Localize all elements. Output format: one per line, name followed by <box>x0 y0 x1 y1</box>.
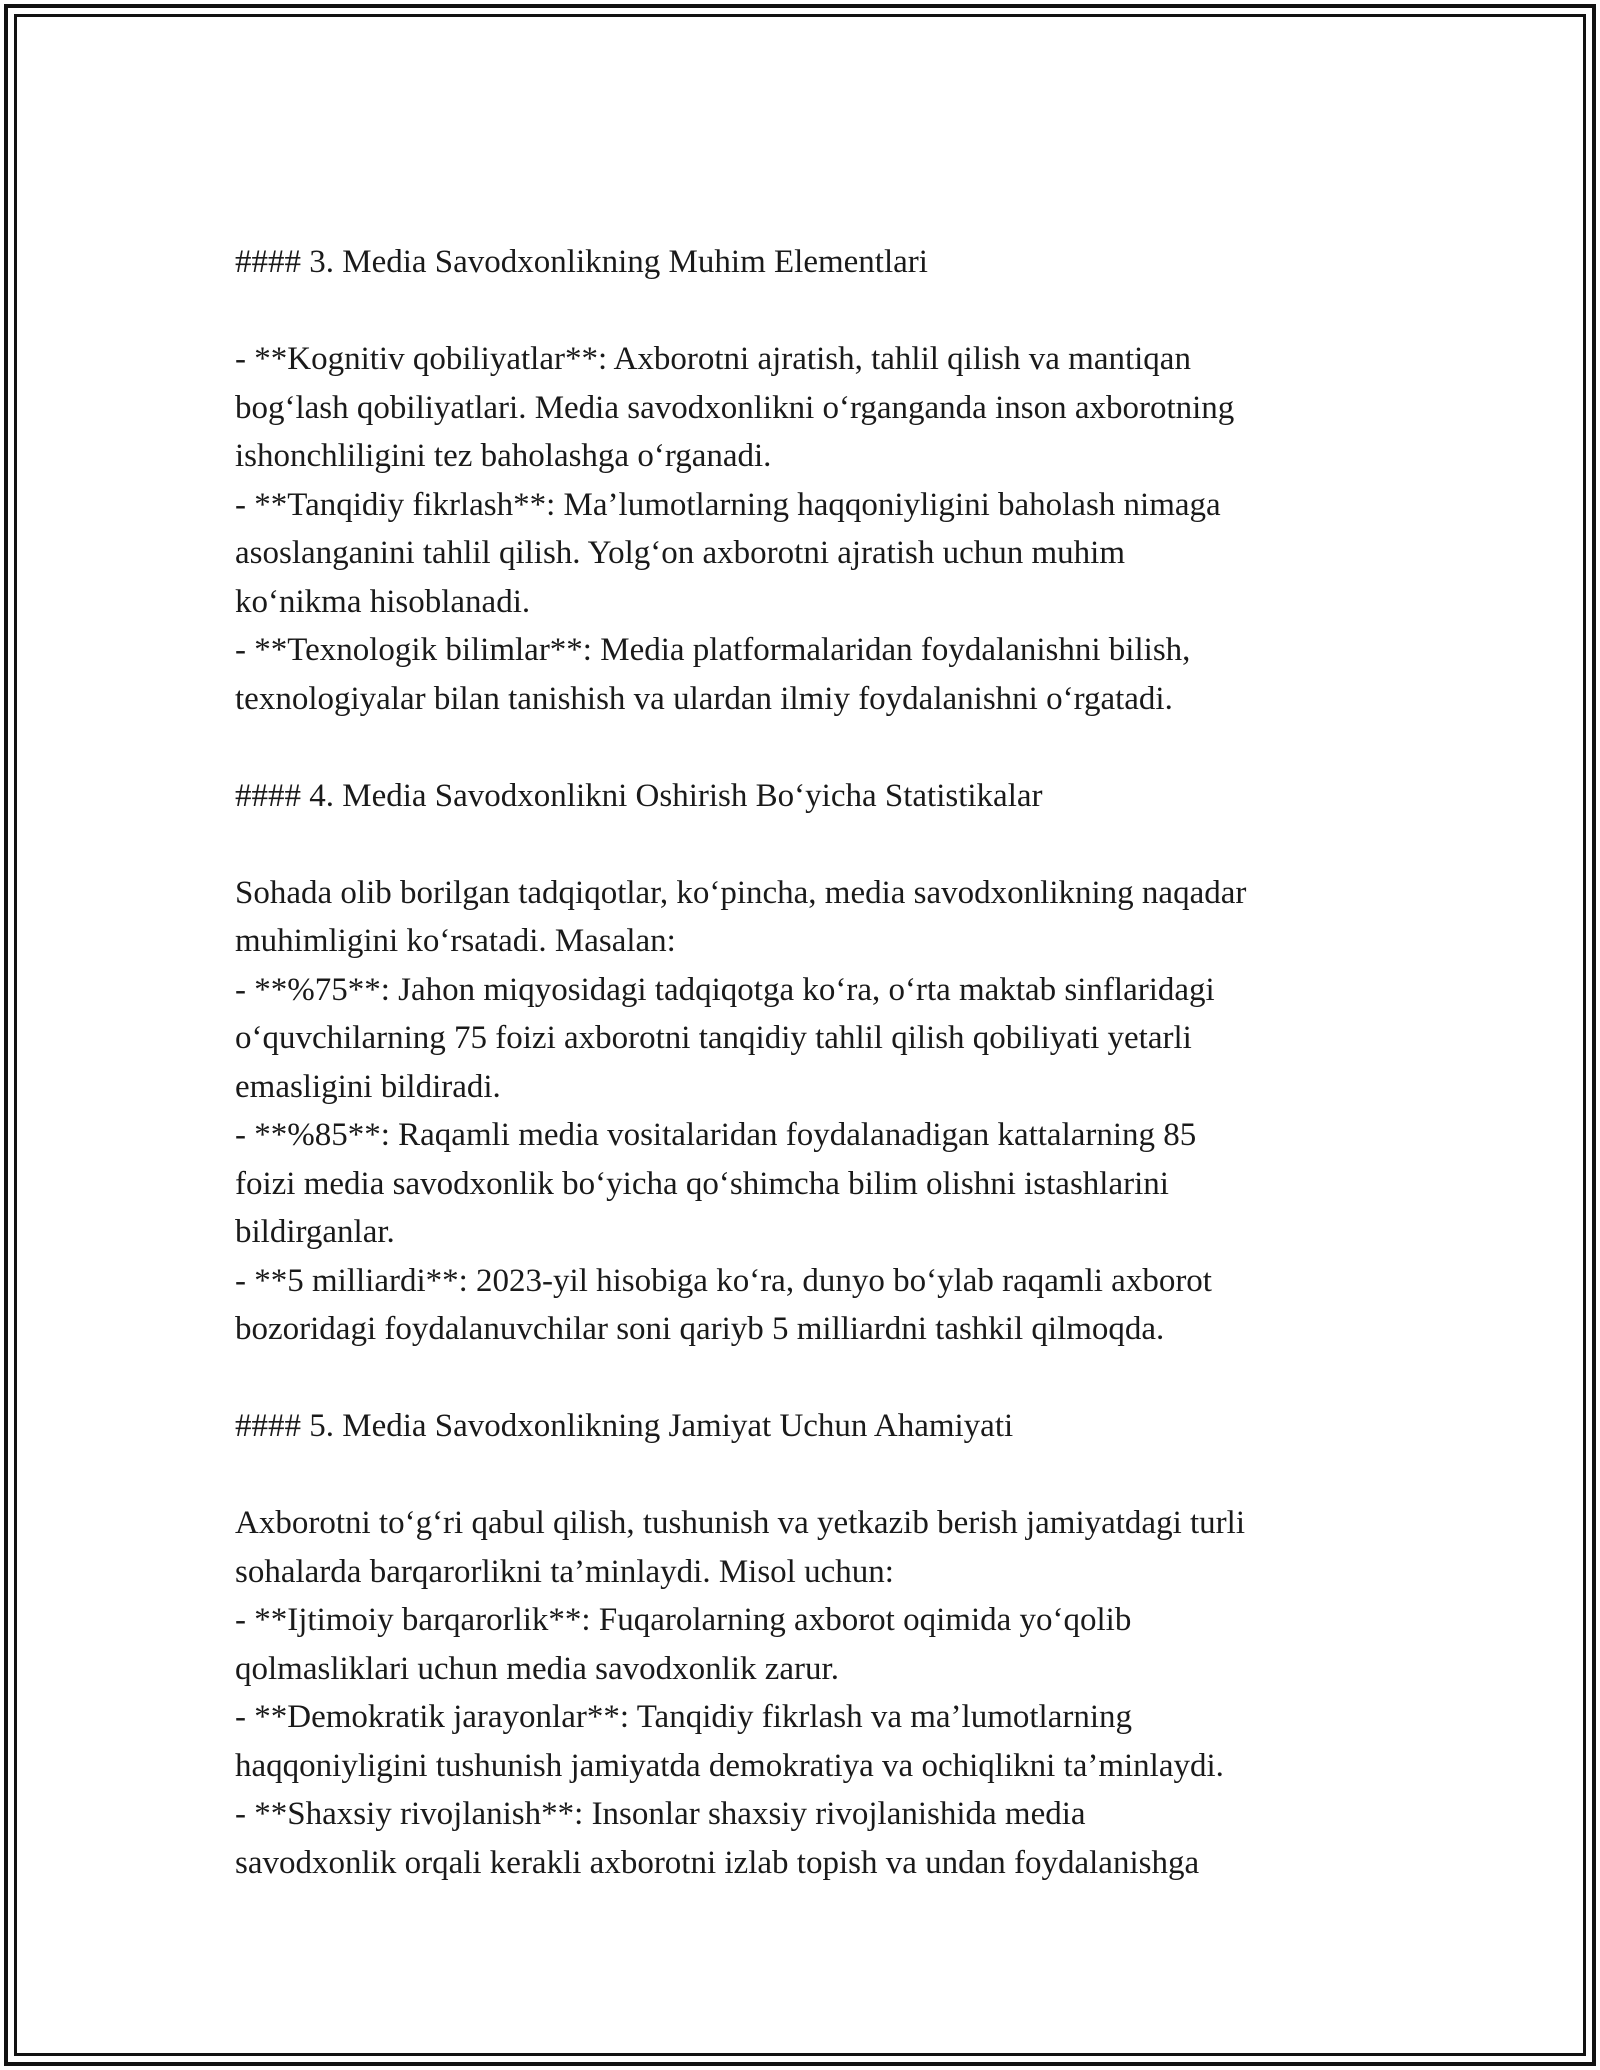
spacer <box>235 1451 1385 1500</box>
text-line: Sohada olib borilgan tadqiqotlar, ko‘pincha, media savodxonlikning naqadar <box>235 874 1247 911</box>
text-line: o‘quvchilarning 75 foizi axborotni tanqidiy tahlil qilish qobiliyati yetarli <box>235 1020 1192 1056</box>
text-line: qolmasliklari uchun media savodxonlik zarur. <box>235 1650 839 1687</box>
spacer <box>235 723 1385 772</box>
text-line: - **Ijtimoiy barqarorlik**: Fuqarolarning axborot oqimida yo‘qolib <box>235 1602 1132 1638</box>
text-line: foizi media savodxonlik bo‘yicha qo‘shimcha bilim olishni istashlarini <box>235 1165 1169 1202</box>
text-line: bog‘lash qobiliyatlari. Media savodxonlikni o‘rganganda inson axborotning <box>235 389 1235 426</box>
text-line: - **Shaxsiy rivojlanish**: Insonlar shaxsiy rivojlanishida media <box>235 1796 1086 1832</box>
text-line: Axborotni to‘g‘ri qabul qilish, tushunish va yetkazib berish jamiyatdagi turli <box>235 1505 1245 1541</box>
document-body <box>235 238 1385 1887</box>
heading-section-4: #### 4. Media Savodxonlikni Oshirish Bo‘yicha Statistikalar <box>235 777 1043 814</box>
text-line: - **%75**: Jahon miqyosidagi tadqiqotga ko‘ra, o‘rta maktab sinflaridagi <box>235 971 1215 1008</box>
text-line: - **Demokratik jarayonlar**: Tanqidiy fikrlash va ma’lumotlarning <box>235 1699 1133 1735</box>
spacer <box>235 820 1385 869</box>
heading-section-3: #### 3. Media Savodxonlikning Muhim Elementlari <box>235 244 928 280</box>
text-line: asoslanganini tahlil qilish. Yolg‘on axborotni ajratish uchun muhim <box>235 535 1126 571</box>
paragraph-section-4 <box>235 869 1385 1354</box>
text-line: sohalarda barqarorlikni ta’minlaydi. Misol uchun: <box>235 1553 894 1590</box>
spacer <box>235 1354 1385 1403</box>
paragraph-section-5 <box>235 1499 1385 1887</box>
text-line: ishonchliligini tez baholashga o‘rganadi. <box>235 438 772 474</box>
text-line: - **5 milliardi**: 2023-yil hisobiga ko‘ra, dunyo bo‘ylab raqamli axborot <box>235 1262 1212 1299</box>
text-line: - **Tanqidiy fikrlash**: Ma’lumotlarning haqqoniyligini baholash nimaga <box>235 486 1221 523</box>
text-line: - **Texnologik bilimlar**: Media platformalaridan foydalanishni bilish, <box>235 632 1191 668</box>
text-line: savodxonlik orqali kerakli axborotni izlab topish va undan foydalanishga <box>235 1844 1200 1881</box>
text-line: bozoridagi foydalanuvchilar soni qariyb 5 milliardni tashkil qilmoqda. <box>235 1311 1165 1347</box>
text-line: ko‘nikma hisoblanadi. <box>235 583 531 620</box>
text-line: haqqoniyligini tushunish jamiyatda demokratiya va ochiqlikni ta’minlaydi. <box>235 1747 1224 1784</box>
text-line: emasligini bildiradi. <box>235 1068 501 1105</box>
text-line: - **%85**: Raqamli media vositalaridan foydalanadigan kattalarning 85 <box>235 1117 1197 1153</box>
text-line: - **Kognitiv qobiliyatlar**: Axborotni ajratish, tahlil qilish va mantiqan <box>235 341 1191 377</box>
text-line: bildirganlar. <box>235 1214 395 1250</box>
spacer <box>235 287 1385 336</box>
heading-section-5: #### 5. Media Savodxonlikning Jamiyat Uchun Ahamiyati <box>235 1408 1014 1444</box>
text-line: texnologiyalar bilan tanishish va ulardan ilmiy foydalanishni o‘rgatadi. <box>235 680 1173 717</box>
text-line: muhimligini ko‘rsatadi. Masalan: <box>235 923 676 959</box>
paragraph-section-3 <box>235 335 1385 723</box>
